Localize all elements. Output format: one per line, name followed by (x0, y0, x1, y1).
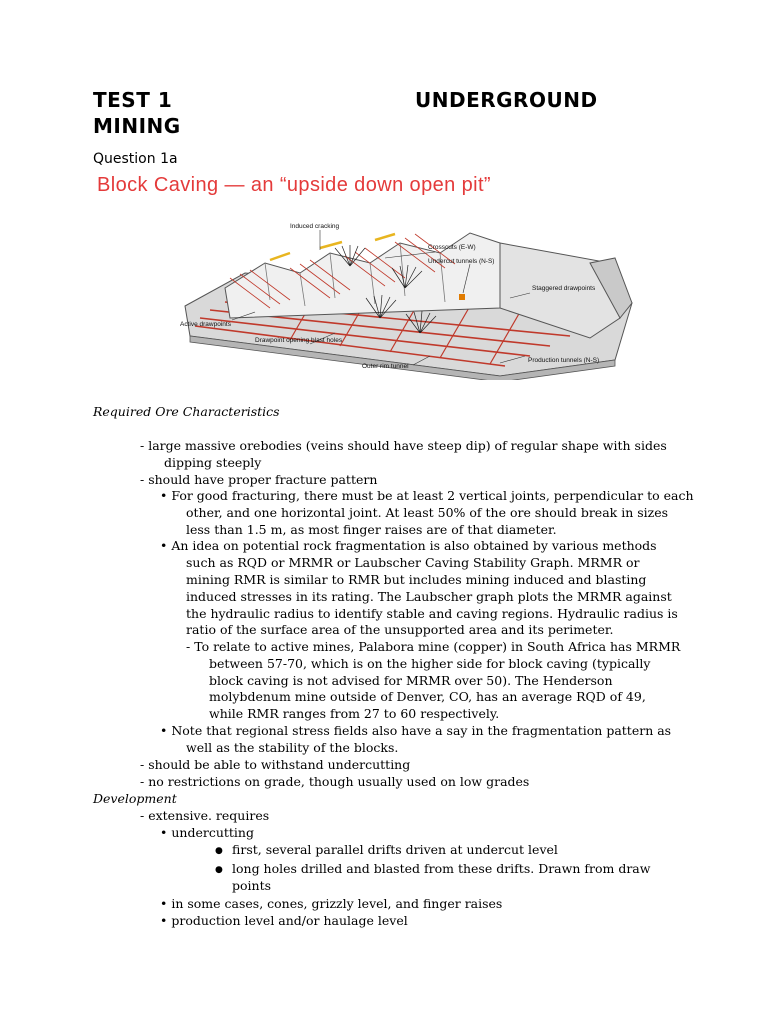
required-text: ratio of the surface area of the unsupported area and its perimeter. (186, 622, 614, 638)
undercutting-dot-2 (215, 861, 650, 895)
stress-bullet (160, 723, 671, 757)
label-induced-cracking: Induced cracking (290, 223, 340, 230)
required-text: - should be able to withstand undercutting (140, 757, 411, 772)
label-outer-rim-tunnel: Outer rim tunnel (362, 363, 409, 370)
development-bullets (160, 896, 502, 930)
label-drawpoint-blast-holes: Drawpoint opening blast holes (255, 337, 343, 344)
required-text: while RMR ranges from 27 to 60 respectively. (209, 706, 500, 722)
required-text: - should have proper fracture pattern (140, 471, 378, 487)
development-text: • production level and/or haulage level (160, 912, 408, 928)
label-production-tunnels: Production tunnels (N-S) (528, 357, 600, 364)
development-heading: Development (93, 791, 177, 806)
header-test-number: TEST 1 (93, 88, 173, 112)
fracturing-bullet (160, 488, 694, 639)
development-text: long holes drilled and blasted from these drifts. Drawn from draw (232, 861, 651, 876)
bullet-dot-icon: ● (215, 865, 223, 875)
development-text: - extensive. requires (140, 808, 270, 823)
development-text: first, several parallel drifts driven at undercut level (232, 842, 558, 857)
header-subject: UNDERGROUND (415, 88, 598, 112)
required-text: molybdenum mine outside of Denver, CO, has an average RQD of 49, (209, 689, 646, 705)
active-mines-subitem (186, 639, 680, 723)
required-text: induced stresses in its rating. The Laubscher graph plots the MRMR against (186, 588, 672, 604)
required-heading: Required Ore Characteristics (93, 404, 280, 419)
undercutting-dot-1 (215, 842, 558, 859)
label-staggered-drawpoints: Staggered drawpoints (532, 285, 596, 292)
header-subject-continued: MINING (93, 114, 181, 138)
label-undercut-tunnels: Undercut tunnels (N-S) (428, 258, 495, 265)
undercutting-bullet (160, 825, 254, 842)
development-text: • in some cases, cones, grizzly level, and finger raises (160, 896, 503, 911)
required-text: • Note that regional stress fields also have a say in the fragmentation pattern as (160, 723, 672, 738)
required-text: other, and one horizontal joint. At least 50% of the ore should break in sizes (186, 504, 669, 520)
required-text: • For good fracturing, there must be at least 2 vertical joints, perpendicular to each (160, 488, 694, 503)
required-text: the hydraulic radius to identify stable and caving regions. Hydraulic radius is (186, 605, 678, 621)
required-list-item-3 (140, 757, 529, 791)
required-text: such as RQD or MRMR or Laubscher Caving Stability Graph. MRMR or (186, 555, 640, 571)
figure-title: Block Caving — an “upside down open pit” (97, 174, 491, 196)
required-text: - large massive orebodies (veins should have steep dip) of regular shape with sides (140, 438, 667, 453)
required-text: block caving is not advised for MRMR over 50). The Henderson (209, 672, 613, 688)
required-text: between 57-70, which is on the higher side for block caving (typically (209, 655, 651, 671)
required-list-item-1 (140, 438, 667, 488)
required-text: • An idea on potential rock fragmentation is also obtained by various methods (160, 538, 657, 554)
undercut-marker (459, 294, 465, 300)
required-text: - no restrictions on grade, though usually used on low grades (140, 773, 530, 789)
label-active-drawpoints: Active drawpoints (180, 321, 231, 328)
required-text: less than 1.5 m, as most finger raises are of that diameter. (186, 521, 557, 537)
required-text: well as the stability of the blocks. (186, 739, 399, 755)
development-text: • undercutting (160, 825, 254, 840)
required-text: - To relate to active mines, Palabora mine (copper) in South Africa has MRMR (186, 639, 681, 654)
required-text: dipping steeply (164, 454, 262, 470)
block-caving-diagram (170, 218, 640, 380)
question-label: Question 1a (93, 151, 178, 167)
label-crosscuts: Crosscuts (E-W) (428, 244, 476, 251)
development-list (140, 808, 269, 825)
bullet-dot-icon: ● (215, 846, 223, 856)
development-text: points (232, 877, 272, 893)
required-text: mining RMR is similar to RMR but includes mining induced and blasting (186, 571, 647, 587)
